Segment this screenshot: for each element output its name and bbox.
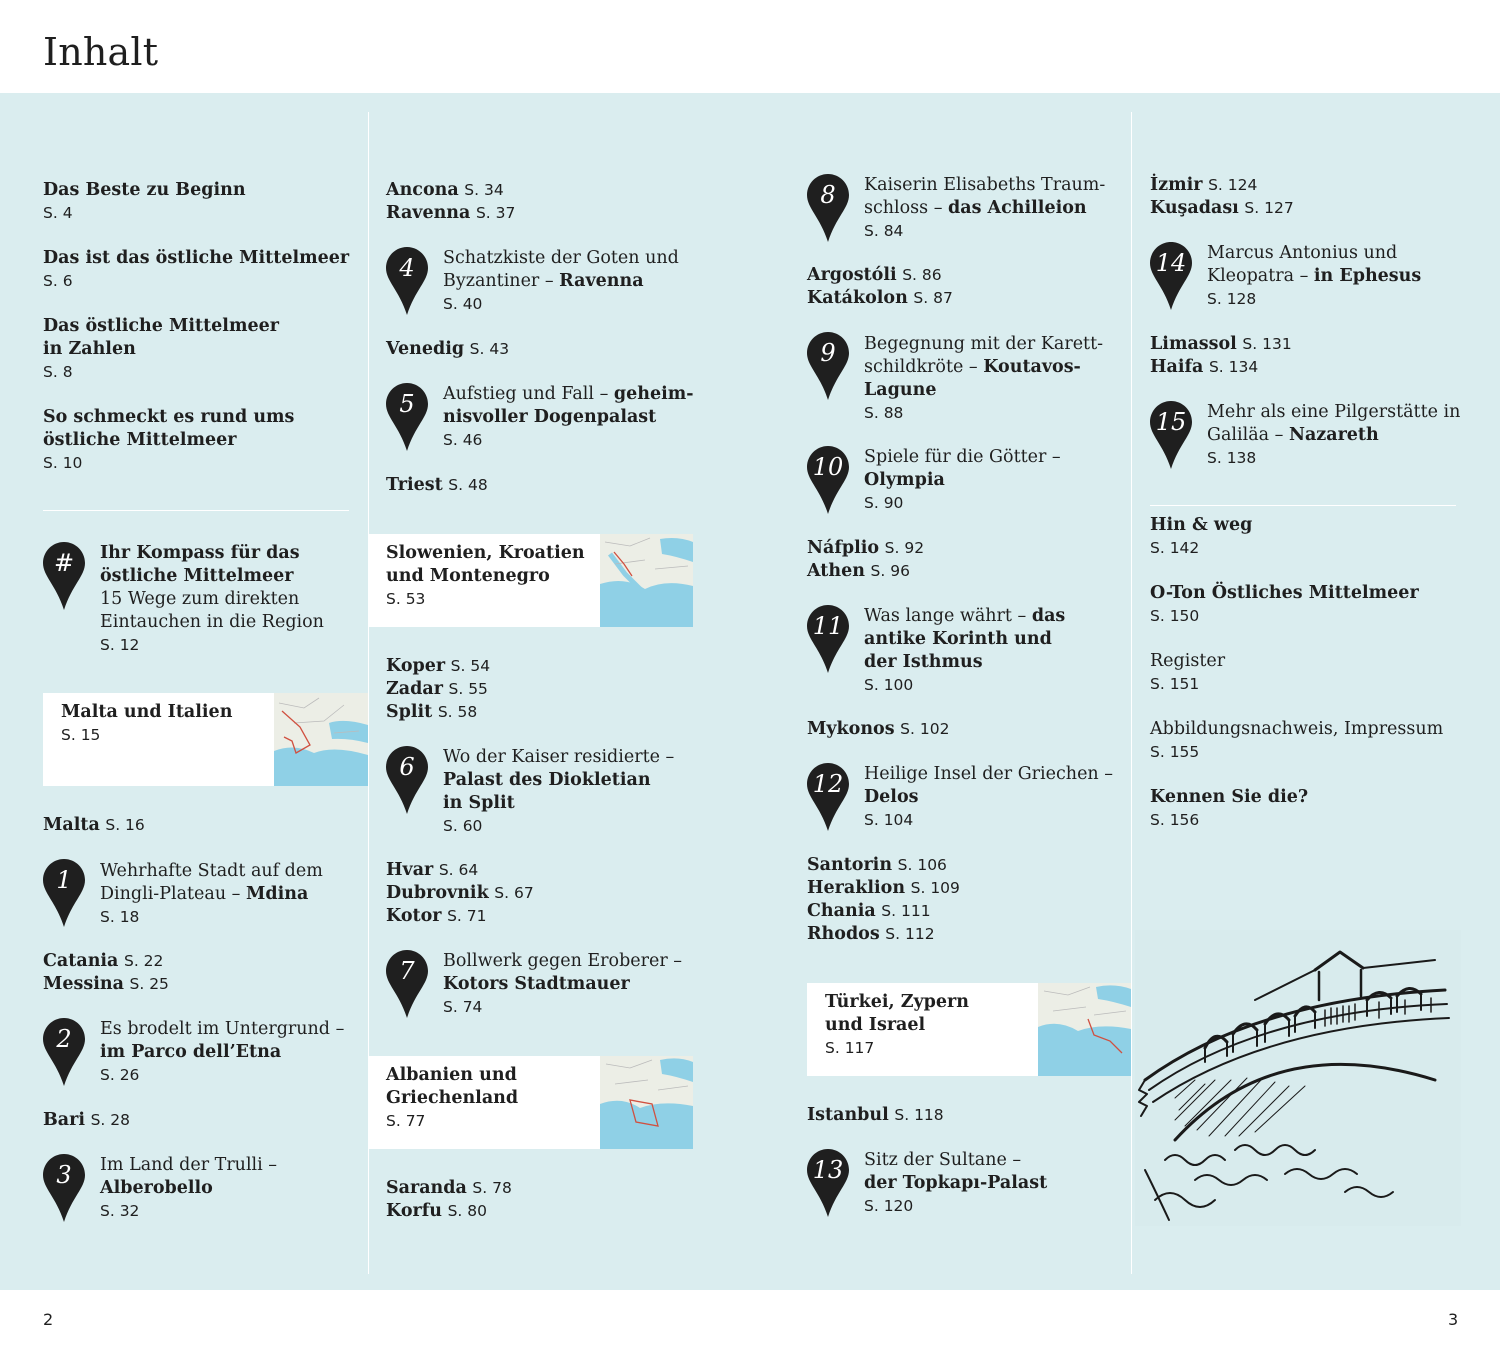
highlight-entry[interactable]: Begegnung mit der Karett- schildkröte – Koutavos- Lagune S. 88 — [864, 334, 1104, 422]
region-map-thumbnail — [1038, 983, 1131, 1076]
toc-entry-group[interactable]: Limassol S. 131 Haifa S. 134 — [1150, 334, 1292, 377]
pin-icon: 3 — [42, 1153, 86, 1223]
highlight-entry[interactable]: Es brodelt im Untergrund – im Parco dell’Etna S. 26 — [100, 1019, 345, 1084]
region-box-albanien-griechenland[interactable]: Albanien und Griechenland S. 77 — [369, 1056, 693, 1149]
toc-entry-group[interactable]: Saranda S. 78 Korfu S. 80 — [386, 1178, 512, 1221]
section-divider — [1150, 505, 1456, 506]
toc-entry[interactable]: Das östliche Mittelmeer in Zahlen S. 8 — [43, 316, 279, 381]
toc-entry-group[interactable]: Ancona S. 34 Ravenna S. 37 — [386, 180, 516, 223]
toc-entry[interactable]: Malta S. 16 — [43, 815, 145, 835]
highlight-entry[interactable]: Spiele für die Götter – Olympia S. 90 — [864, 447, 1061, 512]
toc-entry-group[interactable]: Hvar S. 64 Dubrovnik S. 67 Kotor S. 71 — [386, 860, 534, 926]
toc-entry[interactable]: Das Beste zu Beginn S. 4 — [43, 180, 246, 222]
toc-entry[interactable]: So schmeckt es rund ums östliche Mittelmeer S. 10 — [43, 407, 295, 472]
highlight-entry[interactable]: Im Land der Trulli – Alberobello S. 32 — [100, 1155, 278, 1220]
toc-entry[interactable]: Venedig S. 43 — [386, 339, 510, 359]
pin-icon: 7 — [385, 949, 429, 1019]
toc-entry[interactable]: Hin & weg S. 142 — [1150, 515, 1253, 557]
highlight-entry[interactable]: Wo der Kaiser residierte – Palast des Diokletian in Split S. 60 — [443, 747, 675, 835]
pin-icon: 6 — [385, 745, 429, 815]
pin-icon: 2 — [42, 1017, 86, 1087]
pin-icon: # — [42, 541, 86, 611]
pin-icon: 4 — [385, 246, 429, 316]
pin-icon: 14 — [1149, 241, 1193, 311]
highlight-entry[interactable]: Heilige Insel der Griechen – Delos S. 104 — [864, 764, 1114, 829]
bridge-sketch-illustration — [1135, 930, 1461, 1226]
toc-entry[interactable]: Abbildungsnachweis, Impressum S. 155 — [1150, 719, 1444, 761]
highlight-entry[interactable]: Was lange währt – das antike Korinth und der Isthmus S. 100 — [864, 606, 1066, 694]
region-box-malta-italien[interactable]: Malta und Italien S. 15 — [43, 693, 368, 786]
toc-entry[interactable]: O-Ton Östliches Mittelmeer S. 150 — [1150, 583, 1419, 625]
region-map-thumbnail — [600, 534, 693, 627]
pin-icon: 9 — [806, 331, 850, 401]
pin-icon: 11 — [806, 604, 850, 674]
compass-entry[interactable]: Ihr Kompass für das östliche Mittelmeer 15 Wege zum direkten Eintauchen in die Region S. 12 — [100, 543, 324, 654]
highlight-entry[interactable]: Bollwerk gegen Eroberer – Kotors Stadtmauer S. 74 — [443, 951, 683, 1016]
toc-entry-group[interactable]: Argostóli S. 86 Katákolon S. 87 — [807, 265, 953, 308]
toc-entry-group[interactable]: Santorin S. 106 Heraklion S. 109 Chania S. 111 Rhodos S. 112 — [807, 855, 960, 944]
toc-entry-group[interactable]: Náfplio S. 92 Athen S. 96 — [807, 538, 925, 581]
pin-icon: 8 — [806, 173, 850, 243]
region-box-slowenien-kroatien-montenegro[interactable]: Slowenien, Kroatien und Montenegro S. 53 — [369, 534, 693, 627]
pin-icon: 1 — [42, 858, 86, 928]
pin-icon: 13 — [806, 1148, 850, 1218]
toc-entry[interactable]: Triest S. 48 — [386, 475, 488, 495]
toc-entry[interactable]: Kennen Sie die? S. 156 — [1150, 787, 1309, 829]
toc-entry-group[interactable]: Catania S. 22 Messina S. 25 — [43, 951, 169, 994]
pin-icon: 5 — [385, 382, 429, 452]
region-map-thumbnail — [274, 693, 368, 786]
highlight-entry[interactable]: Marcus Antonius und Kleopatra – in Ephesus S. 128 — [1207, 243, 1422, 308]
pin-icon: 12 — [806, 762, 850, 832]
toc-entry[interactable]: Bari S. 28 — [43, 1110, 130, 1130]
page-title: Inhalt — [43, 30, 159, 74]
section-divider — [43, 510, 349, 511]
toc-entry[interactable]: Das ist das östliche Mittelmeer S. 6 — [43, 248, 350, 290]
toc-entry-group[interactable]: Koper S. 54 Zadar S. 55 Split S. 58 — [386, 656, 491, 722]
page-number-right: 3 — [1448, 1310, 1459, 1329]
highlight-entry[interactable]: Kaiserin Elisabeths Traum- schloss – das Achilleion S. 84 — [864, 175, 1106, 240]
toc-entry[interactable]: Mykonos S. 102 — [807, 719, 950, 739]
toc-entry[interactable]: Register S. 151 — [1150, 651, 1226, 693]
region-map-thumbnail — [600, 1056, 693, 1149]
toc-entry[interactable]: Istanbul S. 118 — [807, 1105, 944, 1125]
column-divider — [1131, 112, 1132, 1274]
pin-icon: 10 — [806, 445, 850, 515]
highlight-entry[interactable]: Wehrhafte Stadt auf dem Dingli-Plateau – Mdina S. 18 — [100, 861, 323, 926]
region-box-tuerkei-zypern-israel[interactable]: Türkei, Zypern und Israel S. 117 — [807, 983, 1131, 1076]
highlight-entry[interactable]: Aufstieg und Fall – geheim- nisvoller Dogenpalast S. 46 — [443, 384, 694, 449]
page-number-left: 2 — [43, 1310, 54, 1329]
highlight-entry[interactable]: Sitz der Sultane – der Topkapı-Palast S. 120 — [864, 1150, 1048, 1215]
toc-entry-group[interactable]: İzmir S. 124 Kuşadası S. 127 — [1150, 175, 1294, 218]
highlight-entry[interactable]: Mehr als eine Pilgerstätte in Galiläa – Nazareth S. 138 — [1207, 402, 1461, 467]
highlight-entry[interactable]: Schatzkiste der Goten und Byzantiner – Ravenna S. 40 — [443, 248, 679, 313]
pin-icon: 15 — [1149, 400, 1193, 470]
